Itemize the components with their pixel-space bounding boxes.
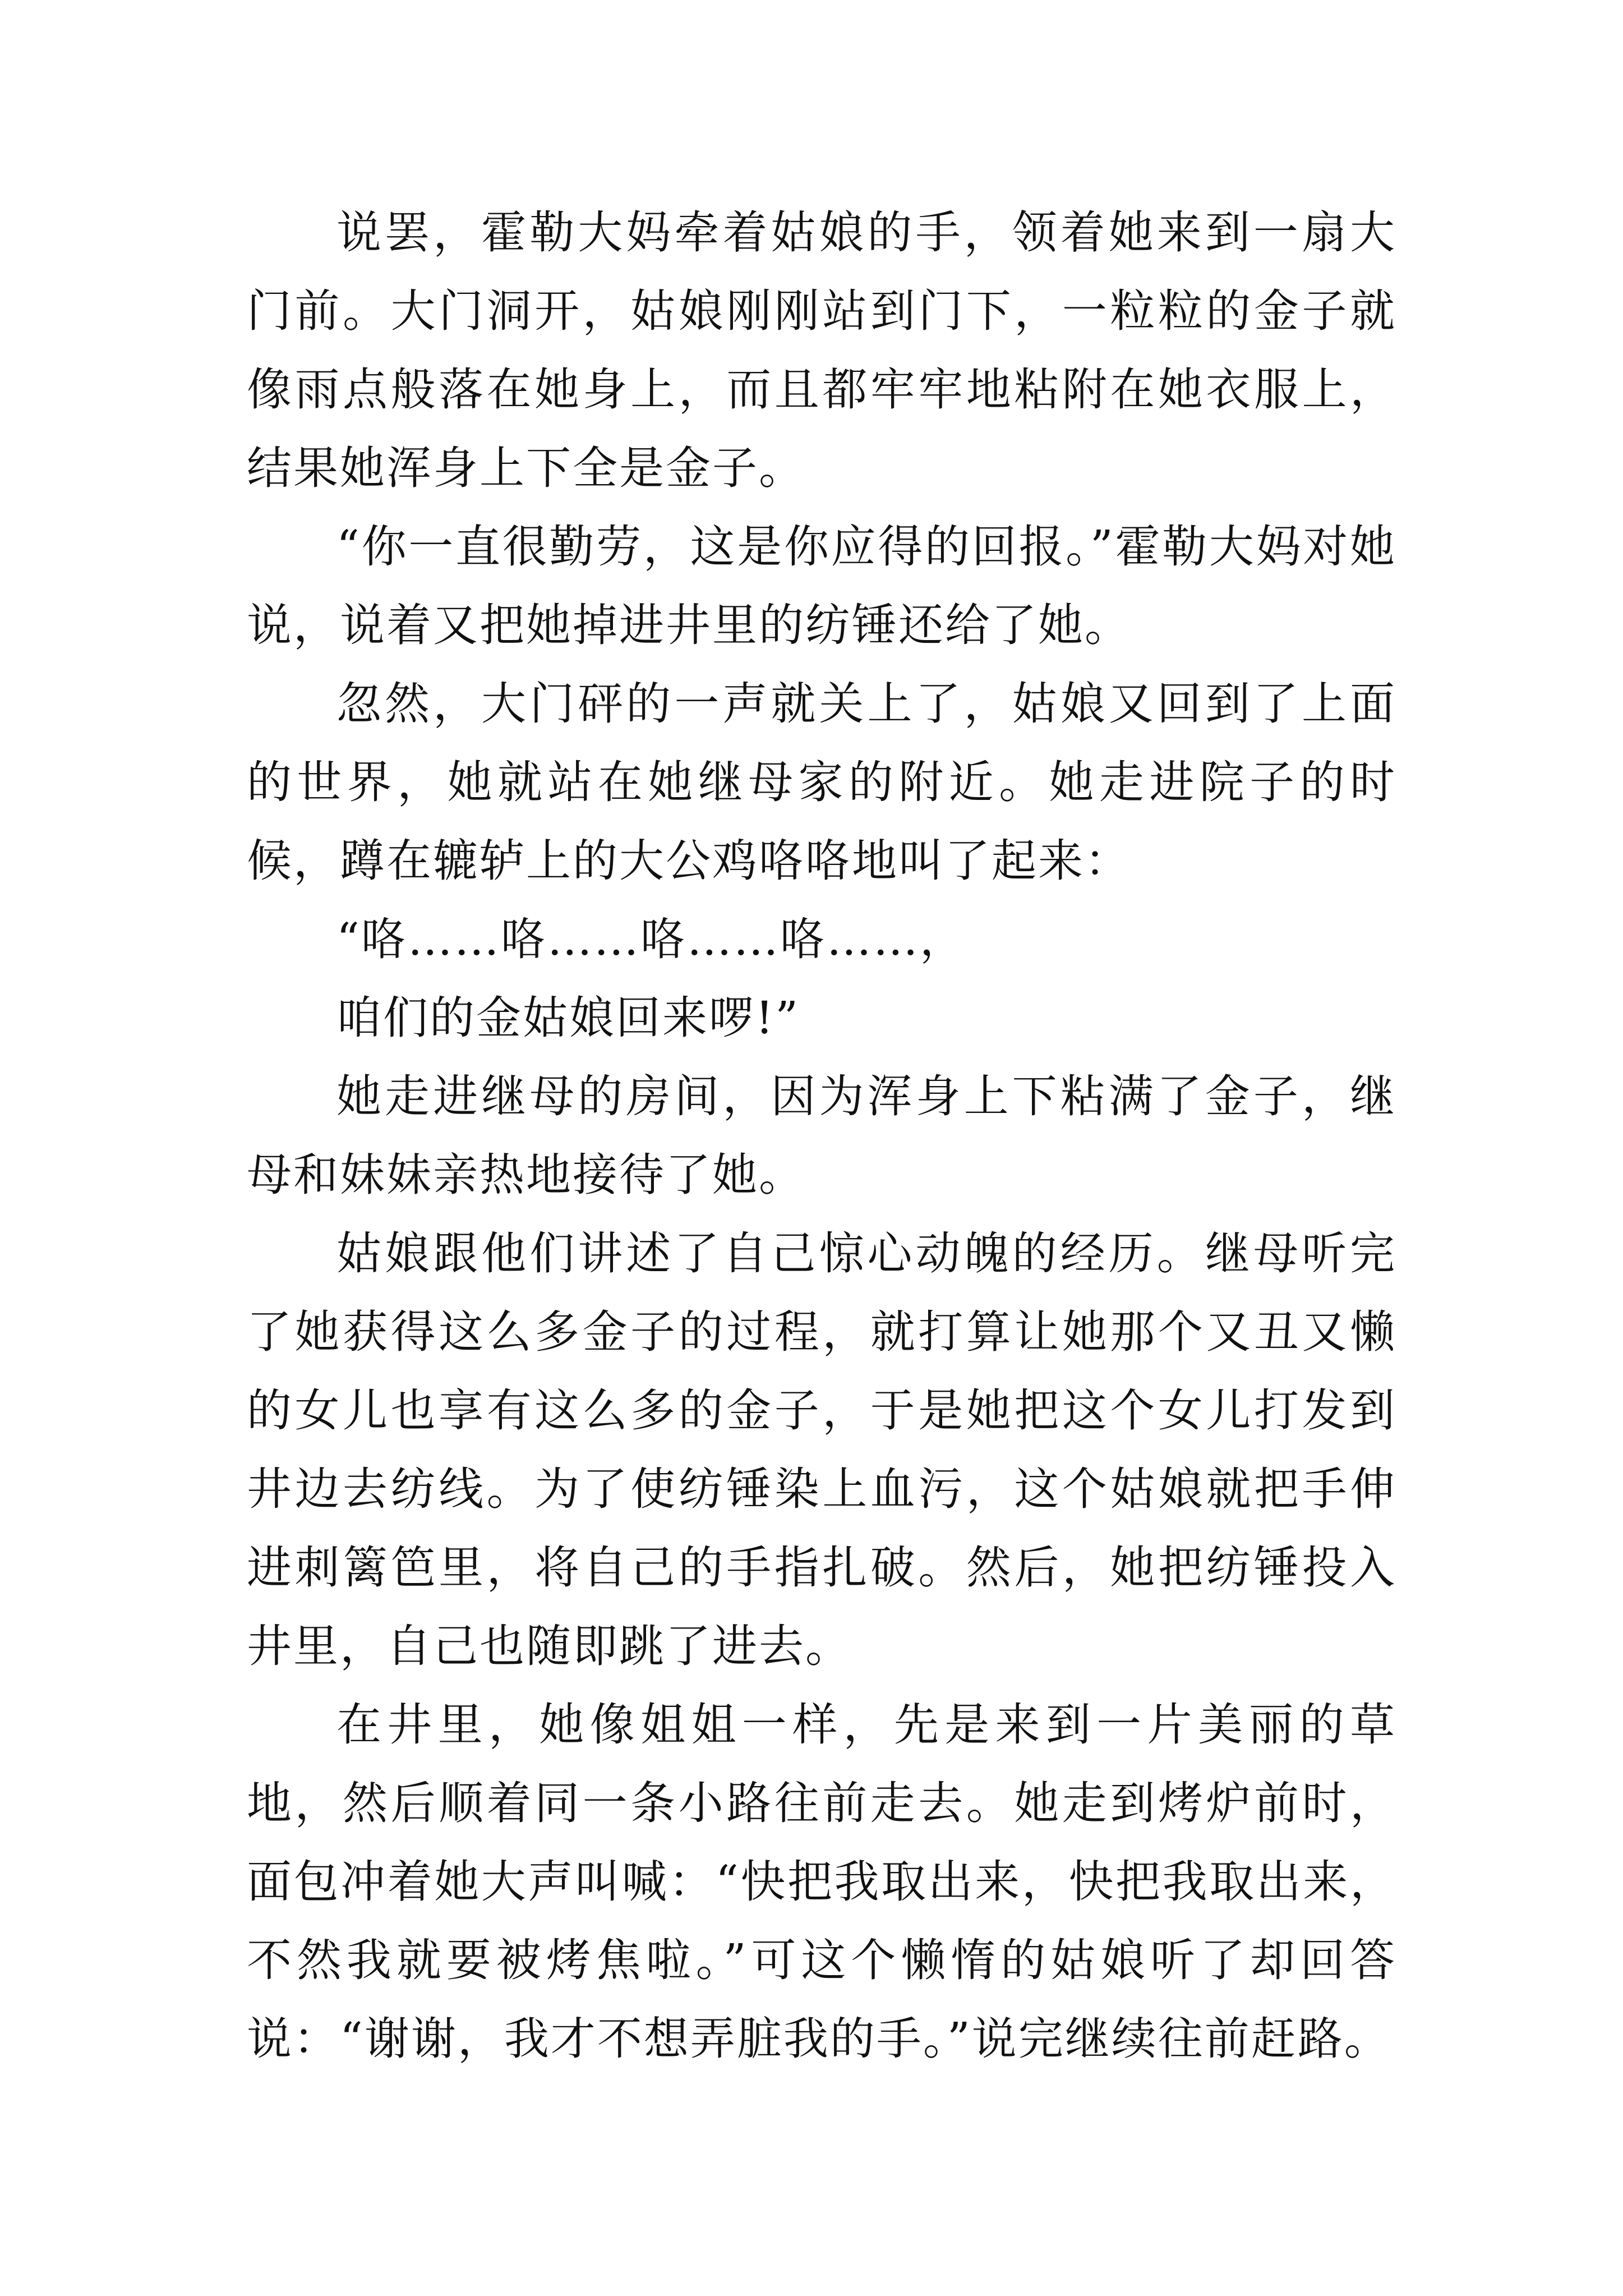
paragraph-4: 她走进继母的房间，因为浑身上下粘满了金子，继母和妹妹亲热地接待了她。 [247, 1070, 1396, 1201]
paragraph-5: 姑娘跟他们讲述了自己惊心动魄的经历。继母听完了她获得这么多金子的过程，就打算让她那个又丑又懒的女儿也享有这么多的金子，于是她把这个女儿打发到井边去纺线。为了使纺锤染上血污，这个姑娘就把手伸进刺篱笆里，将自己的手指扎破。然后，她把纺锤投入井里，自己也随即跳了进去。 [247, 1227, 1396, 1672]
rooster-call-line-2: 咱们的金姑娘回来啰!” [336, 992, 800, 1044]
paragraph-1: 说罢，霍勒大妈牵着姑娘的手，领着她来到一扇大门前。大门洞开，姑娘刚刚站到门下，一粒粒的金子就像雨点般落在她身上，而且都牢牢地粘附在她衣服上，结果她浑身上下全是金子。 [247, 206, 1396, 494]
paragraph-6: 在井里，她像姐姐一样，先是来到一片美丽的草地，然后顺着同一条小路往前走去。她走到烤炉前时，面包冲着她大声叫喊：“快把我取出来，快把我取出来，不然我就要被烤焦啦。”可这个懒惰的姑娘听了却回答说：“谢谢，我才不想弄脏我的手。”说完继续往前赶路。 [247, 1699, 1396, 2065]
paragraph-2: “你一直很勤劳，这是你应得的回报。”霍勒大妈对她说，说着又把她掉进井里的纺锤还给了她。 [247, 521, 1396, 651]
story-text [247, 194, 1396, 2078]
rooster-call-line-1: “咯……咯……咯……咯……， [336, 913, 966, 965]
paragraph-3: 忽然，大门砰的一声就关上了，姑娘又回到了上面的世界，她就站在她继母家的附近。她走进院子的时候，蹲在辘轳上的大公鸡咯咯地叫了起来： [247, 678, 1396, 887]
